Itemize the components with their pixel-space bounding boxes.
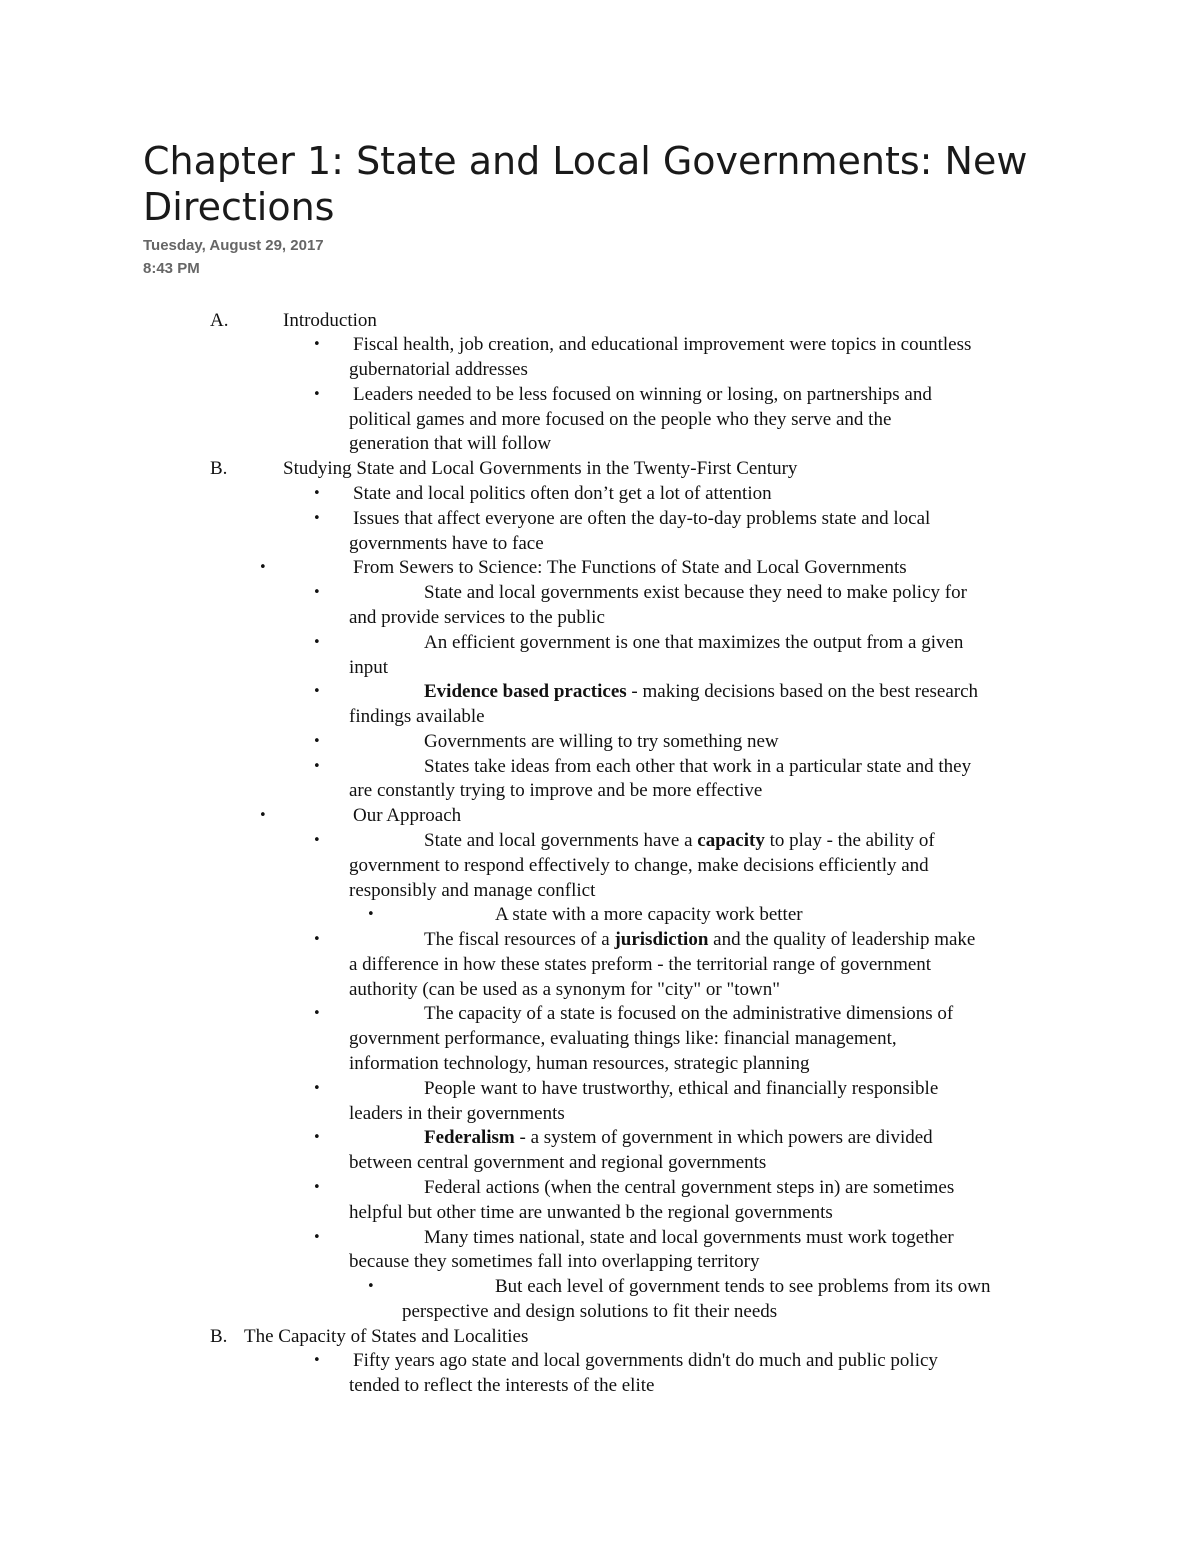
outline-line: perspective and design solutions to fit their needs [402,1301,778,1322]
outline-line: and provide services to the public [349,607,605,628]
outline-line: State and local governments exist because they need to make policy for [424,582,967,603]
outline-line: States take ideas from each other that work in a particular state and they [424,756,972,777]
bullet-icon: • [313,585,321,600]
definition-text: - making decisions based on the best research [626,681,979,702]
section-marker: A. [210,310,229,331]
bullet-icon: • [259,808,267,823]
outline-line: political games and more focused on the people who they serve and the [349,409,892,430]
outline-line: Federal actions (when the central government steps in) are sometimes [424,1177,955,1198]
outline-line: leaders in their governments [349,1103,565,1124]
outline-line: because they sometimes fall into overlapping territory [349,1251,760,1272]
bullet-icon: • [313,734,321,749]
subsection-heading: From Sewers to Science: The Functions of State and Local Governments [353,557,907,578]
outline-line: input [349,657,389,678]
subsection-heading: Our Approach [353,805,462,826]
outline-line: The capacity of a state is focused on the administrative dimensions of [424,1003,954,1024]
outline-line: government to respond effectively to change, make decisions efficiently and [349,855,929,876]
bullet-icon: • [313,1006,321,1021]
outline-line: government performance, evaluating things like: financial management, [349,1028,897,1049]
outline-line: A state with a more capacity work better [495,904,803,925]
bullet-icon: • [313,1130,321,1145]
section-marker: B. [210,458,228,479]
bullet-icon: • [367,907,375,922]
outline-line: Governments are willing to try something new [424,731,779,752]
outline-line: governments have to face [349,533,544,554]
outline-line: State and local politics often don’t get a lot of attention [353,483,772,504]
bullet-icon: • [259,560,267,575]
term-jurisdiction: jurisdiction [614,929,709,950]
outline-line: Many times national, state and local governments must work together [424,1227,954,1248]
line-text: State and local governments have a [424,830,698,851]
outline-line [424,928,975,953]
bullet-icon: • [313,759,321,774]
bullet-icon: • [313,1081,321,1096]
outline-line: information technology, human resources, strategic planning [349,1053,810,1074]
outline-line: People want to have trustworthy, ethical and financially responsible [424,1078,939,1099]
outline-line: An efficient government is one that maximizes the output from a given [424,632,964,653]
outline-line: tended to reflect the interests of the elite [349,1375,655,1396]
term-federalism: Federalism [424,1127,515,1148]
line-text: and the quality of leadership make [708,929,976,950]
bullet-icon: • [313,511,321,526]
outline-line: gubernatorial addresses [349,359,528,380]
page-title: Chapter 1: State and Local Governments: New Directions [143,139,1028,229]
outline-line: between central government and regional governments [349,1152,767,1173]
note-date: Tuesday, August 29, 2017 [143,237,324,254]
section-heading: Introduction [283,310,377,331]
term-evidence-based-practices: Evidence based practices [424,681,627,702]
bullet-icon: • [313,1180,321,1195]
outline-line: findings available [349,706,485,727]
definition-text: - a system of government in which powers are divided [514,1127,933,1148]
section-heading: The Capacity of States and Localities [244,1326,529,1347]
section-heading: Studying State and Local Governments in the Twenty-First Century [283,458,798,479]
outline-line: Fifty years ago state and local governments didn't do much and public policy [353,1350,938,1371]
outline-line [424,1126,933,1151]
bullet-icon: • [313,387,321,402]
bullet-icon: • [313,833,321,848]
outline-line: Leaders needed to be less focused on winning or losing, on partnerships and [353,384,932,405]
bullet-icon: • [313,684,321,699]
section-marker: B. [210,1326,228,1347]
outline-line: are constantly trying to improve and be more effective [349,780,763,801]
outline-line: generation that will follow [349,433,552,454]
bullet-icon: • [313,635,321,650]
bullet-icon: • [367,1279,375,1294]
outline-line [424,680,978,705]
outline-line: responsibly and manage conflict [349,880,596,901]
outline-line [424,829,935,854]
outline-line: Fiscal health, job creation, and educational improvement were topics in countless [353,334,972,355]
bullet-icon: • [313,1230,321,1245]
bullet-icon: • [313,1353,321,1368]
bullet-icon: • [313,932,321,947]
outline-line: authority (can be used as a synonym for "city" or "town" [349,979,780,1000]
outline-line: helpful but other time are unwanted b the regional governments [349,1202,833,1223]
outline-line: But each level of government tends to see problems from its own [495,1276,991,1297]
line-text: to play - the ability of [764,830,935,851]
term-capacity: capacity [697,830,765,851]
note-time: 8:43 PM [143,260,200,277]
outline-line: Issues that affect everyone are often the day-to-day problems state and local [353,508,931,529]
outline-line: a difference in how these states preform - the territorial range of government [349,954,932,975]
bullet-icon: • [313,337,321,352]
bullet-icon: • [313,486,321,501]
line-text: The fiscal resources of a [424,929,615,950]
